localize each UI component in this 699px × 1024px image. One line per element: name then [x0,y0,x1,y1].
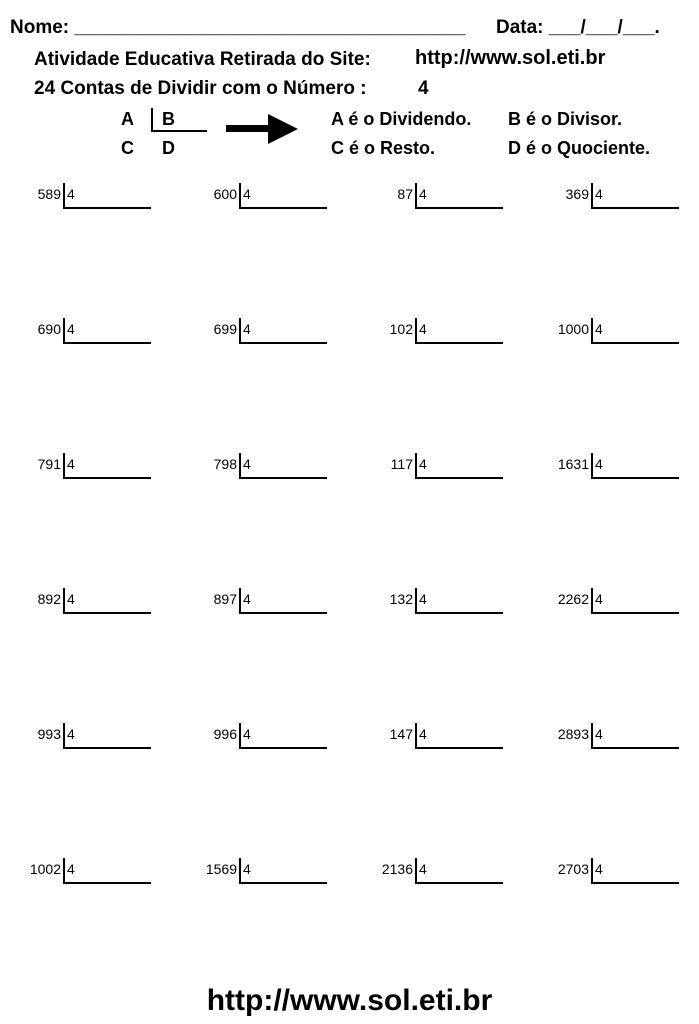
division-bar [591,588,593,614]
answer-line[interactable] [63,207,151,209]
divisor-value: 4 [243,186,251,202]
divisor-value: 4 [595,186,603,202]
legend-b-description: B é o Divisor. [508,109,623,129]
divisor-value: 4 [67,456,75,472]
division-bar [239,588,241,614]
dividend-value: 1631 [557,456,589,472]
right-arrow-icon [224,112,300,146]
answer-line[interactable] [415,882,503,884]
dividend-value: 897 [213,591,237,607]
divisor-value: 4 [67,186,75,202]
division-bar [239,183,241,209]
answer-line[interactable] [63,342,151,344]
dividend-value: 589 [37,186,61,202]
dividend-value: 2703 [557,861,589,877]
division-bar [239,723,241,749]
dividend-value: 600 [213,186,237,202]
division-bar [63,858,65,884]
dividend-value: 369 [565,186,589,202]
legend-bracket-horizontal [151,130,207,132]
dividend-value: 132 [389,591,413,607]
divisor-value: 4 [243,456,251,472]
answer-line[interactable] [591,612,679,614]
divisor-value: 4 [595,726,603,742]
answer-line[interactable] [415,207,503,209]
dividend-value: 791 [37,456,61,472]
division-bar [63,588,65,614]
legend-bracket-vertical [151,108,153,131]
answer-line[interactable] [591,477,679,479]
divisor-value: 4 [243,861,251,877]
answer-line[interactable] [415,612,503,614]
legend-d: D [162,138,175,158]
answer-line[interactable] [239,207,327,209]
division-bar [63,453,65,479]
divisor-value: 4 [243,321,251,337]
answer-line[interactable] [239,747,327,749]
division-bar [239,318,241,344]
dividend-value: 1002 [29,861,61,877]
dividend-value: 2136 [381,861,413,877]
divisor-value: 4 [243,591,251,607]
answer-line[interactable] [415,342,503,344]
name-label: Nome: [10,17,75,38]
division-bar [63,318,65,344]
dividend-value: 798 [213,456,237,472]
name-blank[interactable]: _____________________________________ [74,17,466,38]
answer-line[interactable] [239,882,327,884]
dividend-value: 993 [37,726,61,742]
dividend-value: 117 [390,456,413,472]
dividend-value: 996 [213,726,237,742]
division-bar [591,318,593,344]
divisor-value: 4 [419,726,427,742]
division-bar [591,858,593,884]
divisor-value: 4 [243,726,251,742]
answer-line[interactable] [239,612,327,614]
legend-b: B [162,109,175,129]
dividend-value: 699 [213,321,237,337]
answer-line[interactable] [591,342,679,344]
answer-line[interactable] [591,747,679,749]
division-bar [239,453,241,479]
answer-line[interactable] [63,747,151,749]
division-bar [415,318,417,344]
division-bar [63,723,65,749]
divisor-value: 4 [595,321,603,337]
dividend-value: 1569 [205,861,237,877]
date-field[interactable]: Data: ___/___/___. [496,17,660,38]
divisor-value: 4 [595,456,603,472]
division-bar [591,723,593,749]
division-bar [415,858,417,884]
division-bar [239,858,241,884]
divisor-value: 4 [419,321,427,337]
division-bar [591,453,593,479]
divisor-value: 4 [67,591,75,607]
divisor-value: 4 [595,861,603,877]
answer-line[interactable] [239,477,327,479]
dividend-value: 102 [389,321,413,337]
answer-line[interactable] [239,342,327,344]
answer-line[interactable] [591,207,679,209]
answer-line[interactable] [63,612,151,614]
dividend-value: 2893 [557,726,589,742]
divisor-value: 4 [67,321,75,337]
legend-a: A [121,109,134,129]
count-line: 24 Contas de Dividir com o Número : [34,78,367,99]
divisor-value: 4 [67,861,75,877]
site-url-link[interactable]: http://www.sol.eti.br [415,47,606,69]
division-bar [591,183,593,209]
dividend-value: 2262 [557,591,589,607]
legend-a-description: A é o Dividendo. [331,109,472,129]
answer-line[interactable] [415,477,503,479]
division-bar [63,183,65,209]
answer-line[interactable] [415,747,503,749]
dividend-value: 87 [397,186,413,202]
divisor-value: 4 [595,591,603,607]
divisor-value: 4 [419,456,427,472]
dividend-value: 147 [389,726,413,742]
legend-d-description: D é o Quociente. [508,138,651,158]
answer-line[interactable] [63,477,151,479]
division-bar [415,588,417,614]
dividend-value: 1000 [557,321,589,337]
answer-line[interactable] [591,882,679,884]
legend-c: C [121,138,134,158]
legend-c-description: C é o Resto. [331,138,436,158]
divisor-value: 4 [419,861,427,877]
division-bar [415,723,417,749]
division-bar [415,183,417,209]
division-bar [415,453,417,479]
footer-url[interactable]: http://www.sol.eti.br [206,984,493,1017]
divisor-value: 4 [419,186,427,202]
answer-line[interactable] [63,882,151,884]
activity-label: Atividade Educativa Retirada do Site: [34,49,371,70]
dividend-value: 892 [37,591,61,607]
dividend-value: 690 [37,321,61,337]
name-field[interactable] [10,17,465,39]
divisor-number: 4 [418,78,429,99]
divisor-value: 4 [67,726,75,742]
divisor-value: 4 [419,591,427,607]
